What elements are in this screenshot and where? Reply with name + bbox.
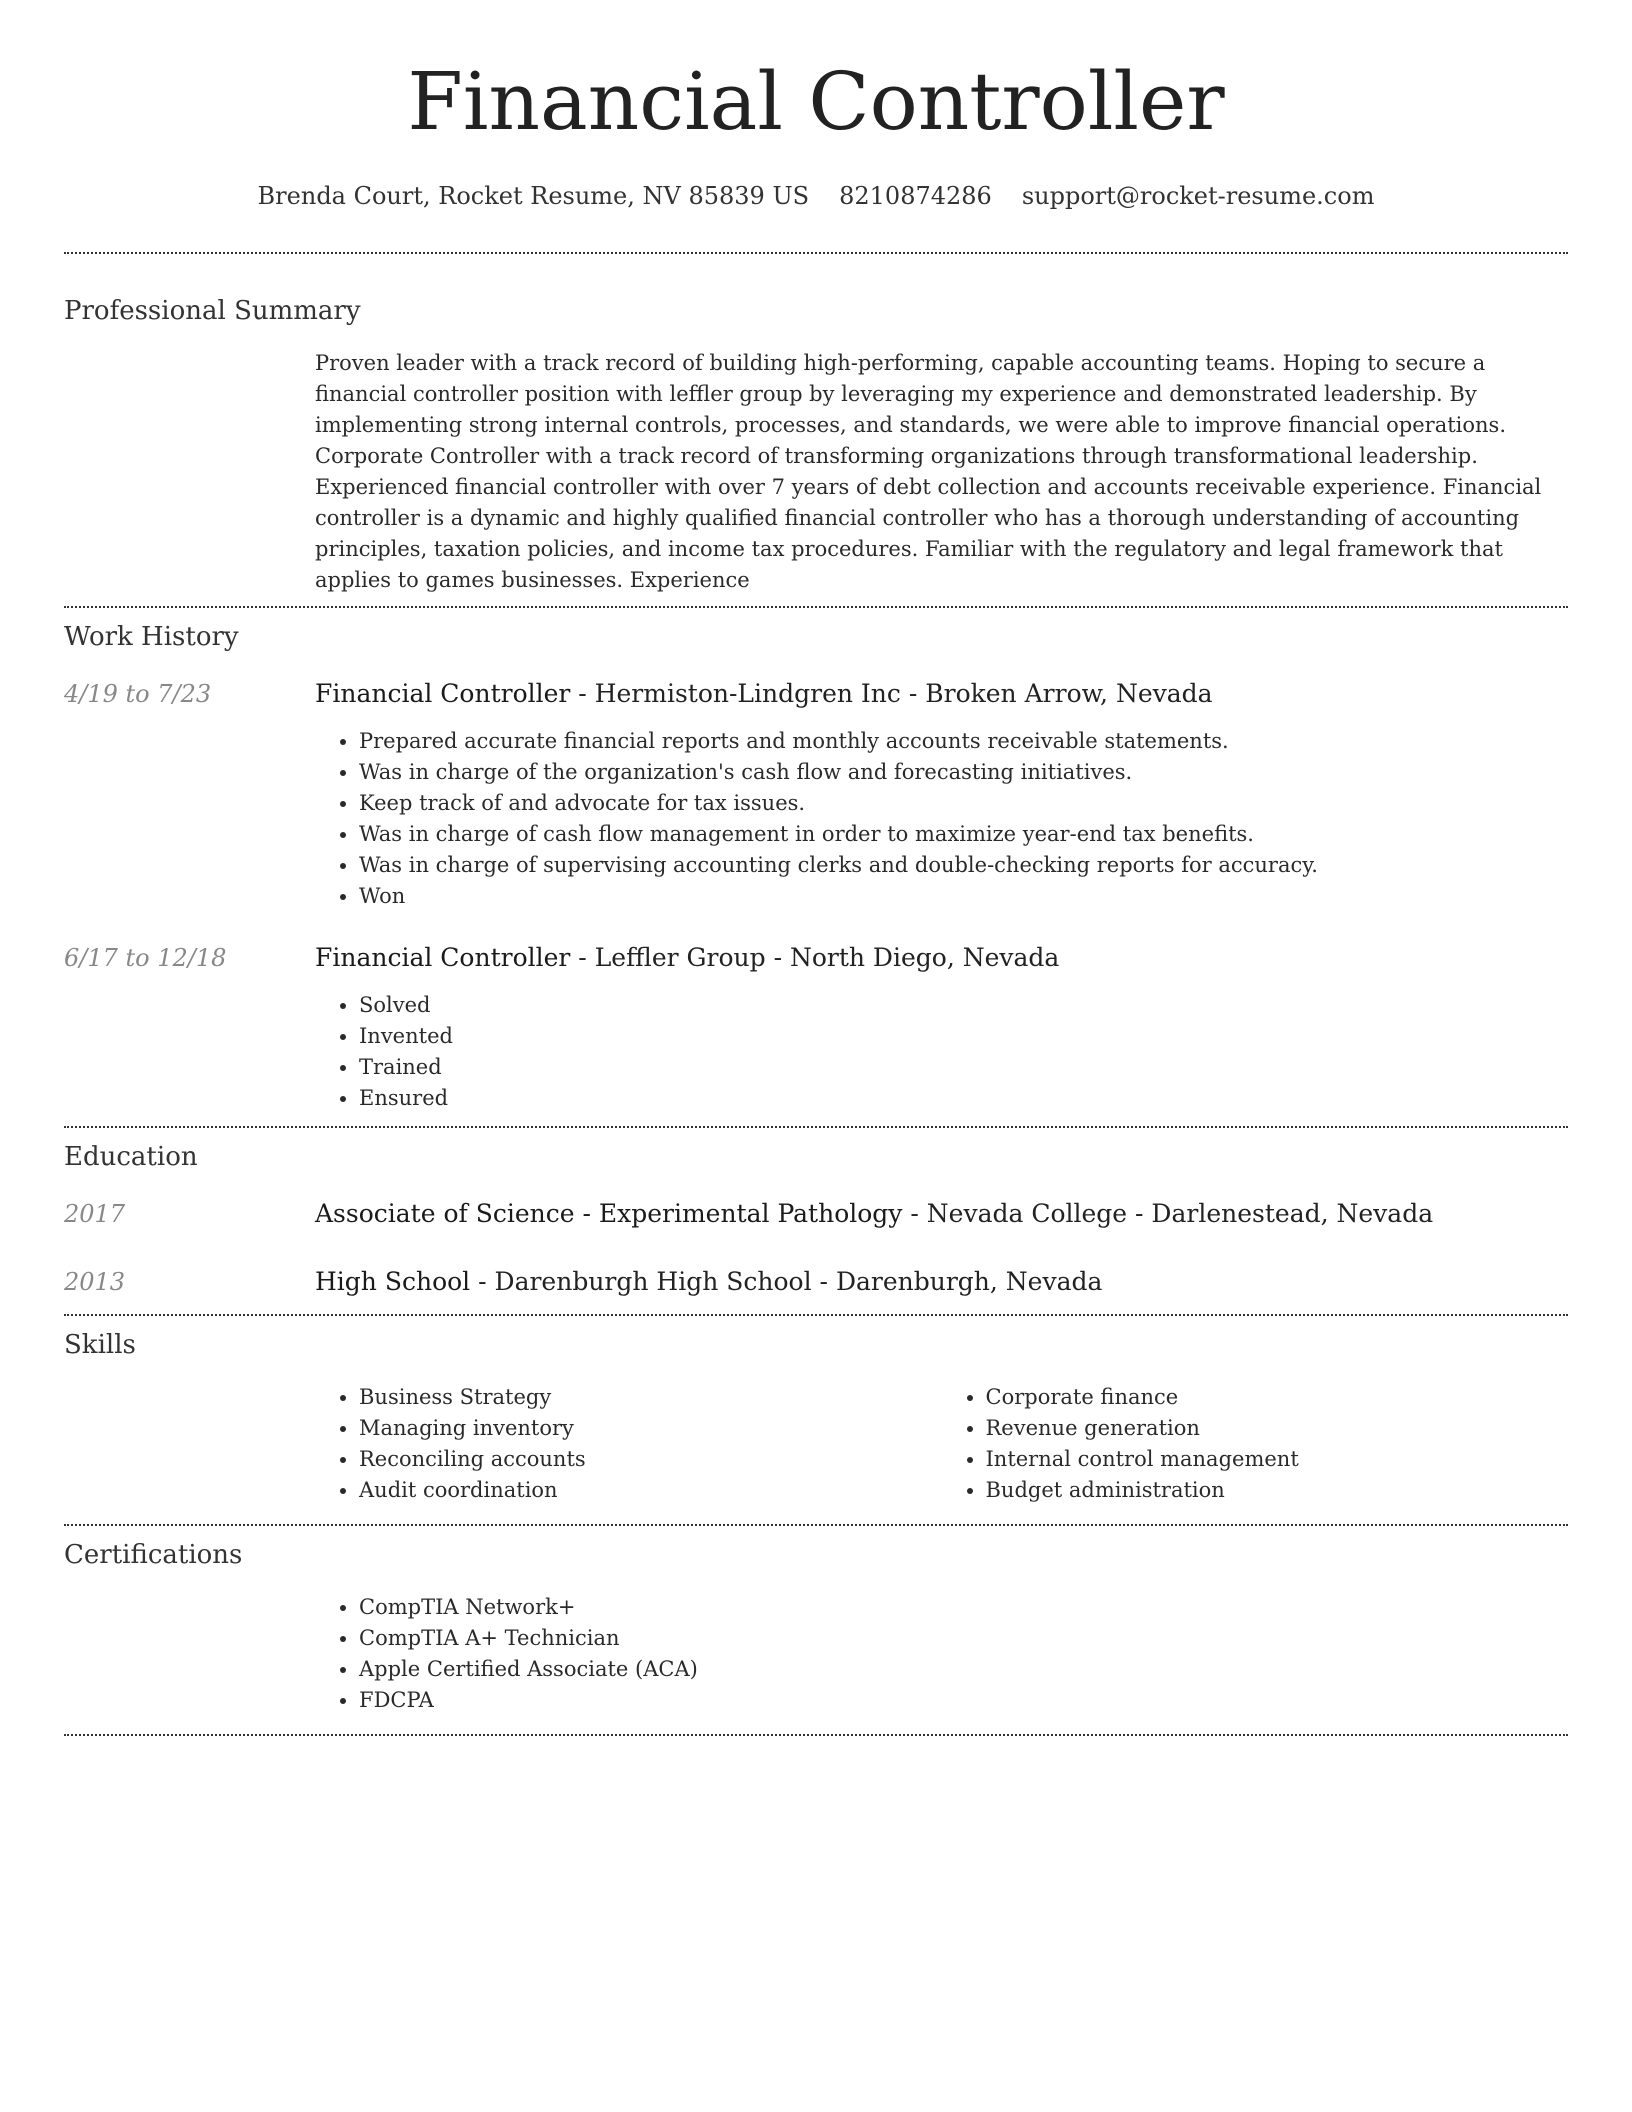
education-entry <box>64 1198 1568 1230</box>
skill-item: • Budget administration <box>986 1475 1569 1506</box>
certification-item: • CompTIA A+ Technician <box>359 1623 1568 1654</box>
education-degree: Associate of Science - Experimental Pathology <box>315 1199 903 1228</box>
list-item: • Solved <box>359 990 1568 1021</box>
skills-section <box>64 1316 1568 1506</box>
education-school: - Darenburgh High School - Darenburgh, Nevada <box>470 1267 1103 1296</box>
education-title <box>315 1266 1568 1298</box>
job-bullets <box>315 990 1568 1114</box>
education-degree: High School <box>315 1267 471 1296</box>
education-school: - Nevada College - Darlenestead, Nevada <box>902 1199 1434 1228</box>
work-section <box>64 608 1568 1114</box>
education-year: 2013 <box>64 1268 126 1296</box>
section-title-education: Education <box>64 1142 198 1172</box>
summary-section <box>64 254 1568 596</box>
list-item: • Keep track of and advocate for tax issues. <box>359 788 1568 819</box>
job-bullets <box>315 726 1568 912</box>
job-role: Financial Controller <box>315 943 571 972</box>
summary-text: Proven leader with a track record of building high-performing, capable accounting teams. Hoping to secure a financial controller position with leffler group by leveraging my experience and demonstrated leadership. By implementing strong internal controls, processes, and standards, we were able to improve financial operations. Corporate Controller with a track record of transforming organizations through transformational leadership. Experienced financial controller with over 7 years of debt collection and accounts receivable experience. Financial controller is a dynamic and highly qualified financial controller who has a thorough understanding of accounting principles, taxation policies, and income tax procedures. Familiar with the regulatory and legal framework that applies to games businesses. Experience <box>315 351 1542 592</box>
skill-item: • Revenue generation <box>986 1413 1569 1444</box>
education-title <box>315 1198 1568 1230</box>
section-title-skills: Skills <box>64 1330 136 1360</box>
list-item: • Invented <box>359 1021 1568 1052</box>
section-title-summary: Professional Summary <box>64 296 361 326</box>
list-item: • Ensured <box>359 1083 1568 1114</box>
skill-item: • Corporate finance <box>986 1382 1569 1413</box>
education-year: 2017 <box>64 1200 126 1228</box>
certifications-section <box>64 1526 1568 1716</box>
job-company: - Leffler Group - North Diego, Nevada <box>570 943 1060 972</box>
skill-item: • Business Strategy <box>359 1382 942 1413</box>
list-item: • Was in charge of cash flow management in order to maximize year-end tax benefits. <box>359 819 1568 850</box>
certification-item: • Apple Certified Associate (ACA) <box>359 1654 1568 1685</box>
job-dates: 6/17 to 12/18 <box>64 944 227 972</box>
contact-email: support@rocket-resume.com <box>1021 182 1375 210</box>
certification-item: • FDCPA <box>359 1685 1568 1716</box>
contact-line <box>0 180 1632 212</box>
job-title <box>315 942 1568 974</box>
job-dates: 4/19 to 7/23 <box>64 680 212 708</box>
job-role: Financial Controller <box>315 679 571 708</box>
skills-list-left <box>315 1382 942 1506</box>
contact-phone: 8210874286 <box>839 182 992 210</box>
skill-item: • Reconciling accounts <box>359 1444 942 1475</box>
certification-item: • CompTIA Network+ <box>359 1592 1568 1623</box>
resume-name: Financial Controller <box>407 55 1225 148</box>
skills-list-right <box>942 1382 1569 1506</box>
skill-item: • Managing inventory <box>359 1413 942 1444</box>
education-entry <box>64 1266 1568 1298</box>
job-entry <box>64 942 1568 1114</box>
section-title-work: Work History <box>64 622 239 652</box>
skill-item: • Audit coordination <box>359 1475 942 1506</box>
skill-item: • Internal control management <box>986 1444 1569 1475</box>
education-section <box>64 1128 1568 1298</box>
list-item: • Won <box>359 881 1568 912</box>
list-item: • Was in charge of the organization's cash flow and forecasting initiatives. <box>359 757 1568 788</box>
list-item: • Trained <box>359 1052 1568 1083</box>
section-divider <box>64 1734 1568 1736</box>
certifications-list <box>315 1592 1568 1716</box>
job-title <box>315 678 1568 710</box>
list-item: • Was in charge of supervising accounting clerks and double-checking reports for accuracy. <box>359 850 1568 881</box>
list-item: • Prepared accurate financial reports and monthly accounts receivable statements. <box>359 726 1568 757</box>
job-entry <box>64 678 1568 912</box>
job-company: - Hermiston-Lindgren Inc - Broken Arrow, Nevada <box>570 679 1213 708</box>
contact-address: Brenda Court, Rocket Resume, NV 85839 US <box>257 182 810 210</box>
resume-header <box>0 0 1632 212</box>
section-title-certifications: Certifications <box>64 1540 243 1570</box>
